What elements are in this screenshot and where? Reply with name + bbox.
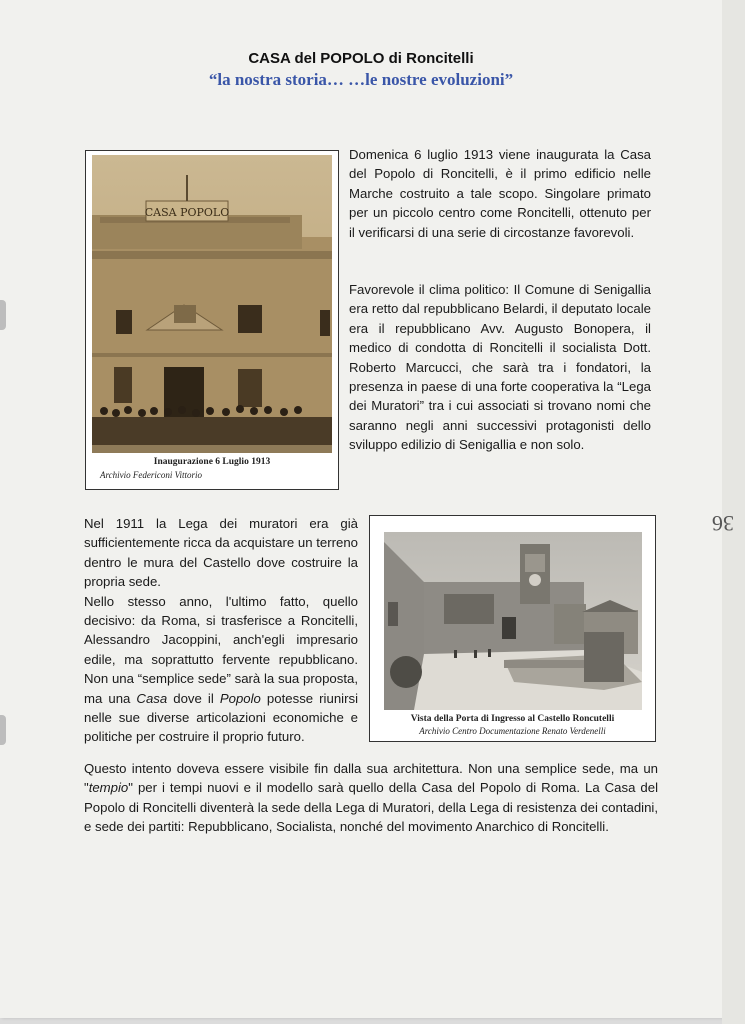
paragraph-1911	[84, 514, 358, 747]
text-run: dove il	[167, 690, 220, 706]
photo-inauguration-credit: Archivio Federiconi Vittorio	[100, 470, 202, 480]
photo-castle-gate	[384, 532, 642, 710]
paragraph-inauguration: Domenica 6 luglio 1913 viene inaugurata la Casa del Popolo di Roncitelli, è il primo edificio nelle Marche costruito a tale scopo. Singolare primato per un piccolo centro come Roncitelli, ottenuto per il verificarsi di una serie di circostanze favorevoli.	[349, 147, 651, 240]
photo-castle-gate-credit: Archivio Centro Documentazione Renato Verdenelli	[419, 726, 606, 736]
text-run-tempio: tempio	[88, 780, 129, 796]
paragraph-1911-part1: Nel 1911 la Lega dei muratori era già sufficientemente ricca da acquistare un terreno dentro le mura del Castello dove costruire la propria sede.	[84, 516, 358, 590]
punch-hole	[0, 715, 6, 745]
photo-castle-gate-frame	[369, 515, 656, 742]
page-subtitle: “la nostra storia… …le nostre evoluzioni”	[208, 70, 514, 89]
text-run: " per i tempi nuovi e il modello sarà quello della Casa del Popolo di Roma. La Casa del Popolo di Roncitelli diventerà la sede della Lega di Muratori, della Lega di resistenza dei contadini, e sede dei partiti: Repubblicano, Socialista, nonché del movimento Anarchico di Roncitelli.	[84, 780, 659, 835]
text-run-casa: Casa	[136, 690, 168, 706]
sign-text: CASA POPOLO	[144, 206, 230, 219]
paragraph-political-climate: Favorevole il clima politico: Il Comune di Senigallia era retto dal repubblicano Belardi, il deputato locale era il repubblicano Avv. Augusto Bonopera, il medico di condotta di Roncitelli il socialista Dott. Roberto Marcucci, che sarà tra i fondatori, la presenza in paese di una forte cooperativa la “Lega dei Muratori” tra i cui associati si trovano nomi che saranno negli anni successivi protagonisti dello sviluppo edilizio di Senigallia e non solo.	[349, 282, 651, 453]
page-title: CASA del POPOLO di Roncitelli	[248, 50, 474, 67]
photo-inauguration-caption: Inaugurazione 6 Luglio 1913	[153, 457, 271, 467]
photo-inauguration	[92, 155, 332, 453]
page-number: 36	[712, 511, 734, 536]
text-run-popolo: Popolo	[219, 690, 261, 706]
text-run: Questo intento doveva essere visibile fin dalla sua architettura. Non una semplice sede, ma un "	[84, 761, 658, 796]
paragraph-architecture	[84, 759, 658, 837]
text-run: Nello stesso anno, l'ultimo fatto, quello decisivo: da Roma, si trasferisce a Roncitelli, Alessandro Jacoppini, anch'egli impresario edile, ma soprattutto fervente repubblicano. Non una “semplice sede” sarà la sua proposta, ma una	[84, 593, 358, 706]
photo-inauguration-frame	[85, 150, 339, 490]
photo-castle-gate-caption: Vista della Porta di Ingresso al Castello Roncutelli	[410, 714, 615, 724]
text-run: potesse riunirsi nelle sue diverse articolazioni economiche e politiche per costruire il proprio futuro.	[84, 690, 359, 745]
paragraph-1911-part2	[84, 592, 358, 747]
punch-hole	[0, 300, 6, 330]
